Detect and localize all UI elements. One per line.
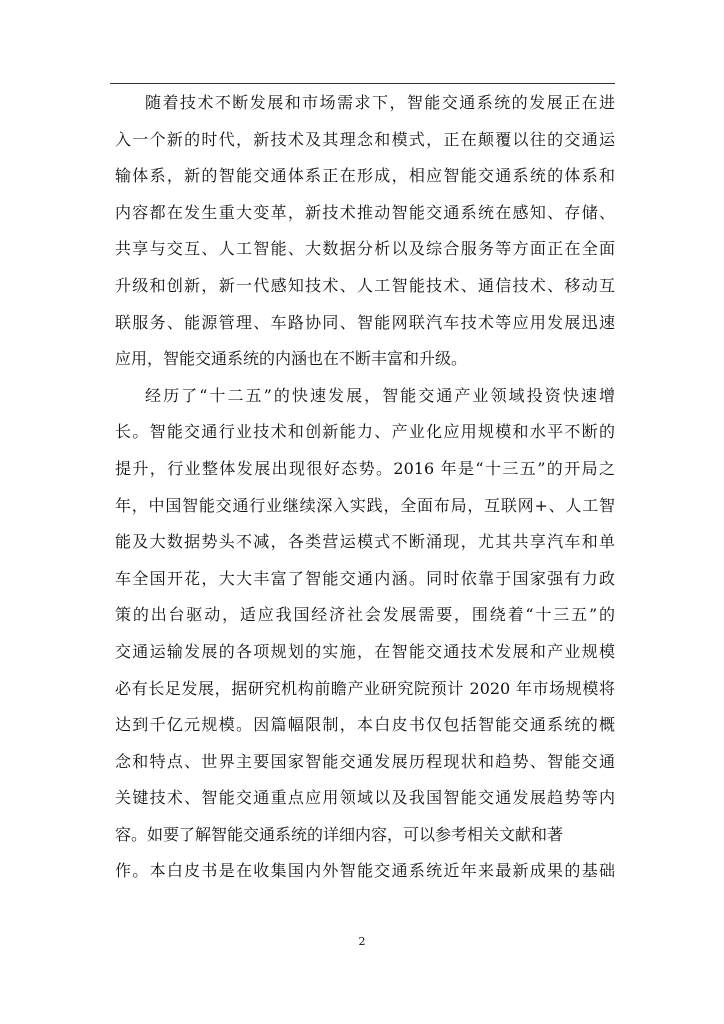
paragraph-line: 能及大数据势头不减，各类营运模式不断涌现，尤其共享汽车和单 xyxy=(115,532,615,552)
paragraph-line: 作。本白皮书是在收集国内外智能交通系统近年来最新成果的基础 xyxy=(115,861,615,881)
paragraph-line: 达到千亿元规模。因篇幅限制，本白皮书仅包括智能交通系统的概 xyxy=(115,715,615,735)
paragraph-line: 关键技术、智能交通重点应用领域以及我国智能交通发展趋势等内 xyxy=(115,788,615,808)
paragraph xyxy=(115,378,615,890)
paragraph-line: 随着技术不断发展和市场需求下，智能交通系统的发展正在进 xyxy=(145,93,615,112)
paragraph-line: 必有长足发展，据研究机构前瞻产业研究院预计 2020 年市场规模将 xyxy=(115,678,615,698)
paragraph-line: 策的出台驱动，适应我国经济社会发展需要，围绕着“十三五”的 xyxy=(115,605,615,625)
paragraph-line: 念和特点、世界主要国家智能交通发展历程现状和趋势、智能交通 xyxy=(115,751,615,771)
paragraph-line: 应用，智能交通系统的内涵也在不断丰富和升级。 xyxy=(115,349,468,369)
body-text xyxy=(115,85,615,890)
paragraph-line: 内容都在发生重大变革，新技术推动智能交通系统在感知、存储、 xyxy=(115,202,615,222)
paragraph-line: 联服务、能源管理、车路协同、智能网联汽车技术等应用发展迅速 xyxy=(115,312,615,332)
paragraph-line: 车全国开花，大大丰富了智能交通内涵。同时依靠于国家强有力政 xyxy=(115,568,615,588)
paragraph-line: 年，中国智能交通行业继续深入实践，全面布局，互联网+、人工智 xyxy=(115,495,615,515)
paragraph-line: 升级和创新，新一代感知技术、人工智能技术、通信技术、移动互 xyxy=(115,275,615,295)
paragraph-line: 入一个新的时代，新技术及其理念和模式，正在颠覆以往的交通运 xyxy=(115,129,615,149)
paragraph-line: 长。智能交通行业技术和创新能力、产业化应用规模和水平不断的 xyxy=(115,422,615,442)
paragraph-line: 经历了“十二五”的快速发展，智能交通产业领域投资快速增 xyxy=(145,385,615,405)
paragraph-line: 容。如要了解智能交通系统的详细内容，可以参考相关文献和著 xyxy=(115,824,564,844)
page-number: 2 xyxy=(358,935,366,948)
paragraph-line: 共享与交互、人工智能、大数据分析以及综合服务等方面正在全面 xyxy=(115,239,615,259)
paragraph-line: 交通运输发展的各项规划的实施，在智能交通技术发展和产业规模 xyxy=(115,641,615,661)
header-rule xyxy=(110,83,615,84)
paragraph xyxy=(115,85,615,378)
paragraph-line: 输体系，新的智能交通体系正在形成，相应智能交通系统的体系和 xyxy=(115,166,615,186)
paragraph-line: 提升，行业整体发展出现很好态势。2016 年是“十三五”的开局之 xyxy=(115,458,615,478)
